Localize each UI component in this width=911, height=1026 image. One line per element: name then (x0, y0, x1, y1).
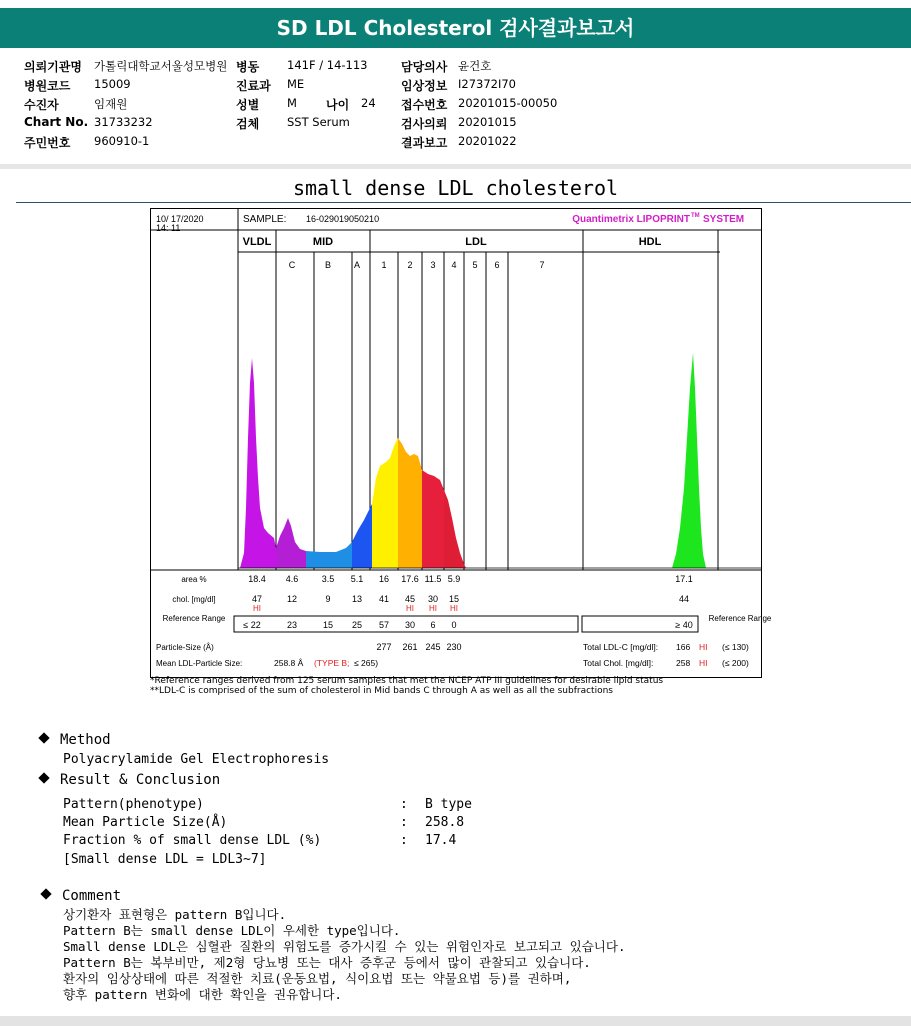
diamond-bullet-icon (38, 732, 49, 743)
brand-system: SYSTEM (703, 214, 745, 225)
report-title: SD LDL Cholesterol 검사결과보고서 (0, 8, 911, 48)
sample-id: 16-029019050210 (306, 214, 380, 224)
chol-ldl3: 30 (427, 594, 439, 604)
area-ldl2: 17.6 (401, 574, 419, 584)
comment-line: Pattern B는 복부비만, 제2형 당뇨병 또는 대사 증후군 등에서 많이 관찰되고 있습니다. (63, 955, 591, 970)
comment-line: 상기환자 표현형은 pattern B입니다. (63, 907, 287, 922)
result-heading (36, 772, 220, 788)
label-resident-no: 주민번호 (24, 136, 71, 150)
label-clinical-info: 임상정보 (401, 79, 448, 93)
band-label-3: 3 (430, 260, 436, 270)
peak-ldl3 (422, 470, 444, 568)
comment-heading (38, 888, 121, 904)
lipoprint-report (150, 208, 772, 700)
comment-line: Pattern B는 small dense LDL이 우세한 type입니다. (63, 923, 401, 938)
psize-ldl1: 277 (376, 642, 392, 652)
flag-ldl4: HI (450, 604, 458, 613)
flag-ldl2: HI (406, 604, 414, 613)
label-ward: 병동 (236, 60, 260, 74)
label-request-date: 검사의뢰 (401, 117, 448, 131)
bottom-bar (0, 1016, 911, 1026)
band-label-b: B (324, 260, 332, 270)
ref-a: 25 (351, 620, 363, 630)
value-institution: 가톨릭대학교서울성모병원 (94, 59, 228, 73)
label-chart-no: Chart No. (24, 115, 89, 129)
band-label-1: 1 (381, 260, 387, 270)
peak-ldl2 (398, 438, 422, 568)
method-heading-text: Method (60, 732, 111, 748)
label-specimen: 검체 (236, 117, 260, 131)
comment-heading-text: Comment (62, 888, 122, 904)
result-label-fraction: Fraction % of small dense LDL (%) (63, 833, 322, 848)
value-doctor: 윤건호 (458, 59, 492, 73)
comment-body (63, 907, 625, 1003)
row-label-chol: chol. [mg/dl] (172, 595, 216, 604)
group-label-vldl: VLDL (242, 236, 272, 248)
row-label-area: area % (181, 575, 207, 584)
section-title: small dense LDL cholesterol (292, 176, 619, 200)
result-label-size: Mean Particle Size(Å) (63, 815, 228, 830)
label-report-date: 결과보고 (401, 136, 448, 150)
band-label-2: 2 (407, 260, 413, 270)
flag-vldl: HI (253, 604, 261, 613)
total-chol-value: 258 (676, 658, 691, 668)
footnotes (150, 676, 663, 696)
footnote-1: *Reference ranges derived from 125 serum samples that met the NCEP ATP III guidelines for desirable lipid status (150, 676, 664, 686)
label-accession-no: 접수번호 (401, 98, 448, 112)
band-label-7: 7 (539, 260, 545, 270)
band-label-6: 6 (494, 260, 500, 270)
chol-b: 9 (325, 594, 331, 604)
chol-ldl2: 45 (404, 594, 416, 604)
row-label-mean-size: Mean LDL-Particle Size: (156, 659, 243, 668)
ref-ldl2: 30 (404, 620, 416, 630)
result-colon-fraction: : (400, 833, 408, 848)
area-ldl4: 5.9 (447, 574, 461, 584)
result-heading-text: Result & Conclusion (60, 772, 221, 788)
ref-ldl1: 57 (378, 620, 390, 630)
result-colon-pattern: : (400, 797, 408, 812)
total-ldl-limit: (≤ 130) (722, 642, 749, 652)
label-age: 나이 (326, 98, 350, 112)
chol-a: 13 (351, 594, 363, 604)
area-vldl: 18.4 (248, 574, 266, 584)
area-a: 5.1 (350, 574, 364, 584)
value-resident-no: 960910-1 (94, 134, 150, 148)
area-ldl1: 16 (378, 574, 390, 584)
band-label-4: 4 (451, 260, 457, 270)
total-ldl-label: Total LDL-C [mg/dl]: (583, 642, 659, 652)
chol-hdl: 44 (678, 594, 690, 604)
label-hospital-code: 병원코드 (24, 79, 71, 93)
band-label-a: A (353, 260, 361, 270)
psize-ldl2: 261 (402, 642, 418, 652)
ref-ldl3: 6 (430, 620, 436, 630)
method-heading (36, 732, 111, 748)
value-department: ME (287, 77, 305, 91)
row-label-ref-right: Reference Range (708, 614, 772, 623)
total-chol-limit: (≤ 200) (722, 658, 749, 668)
mean-size-value: 258.8 Å (274, 658, 304, 668)
value-sex: M (287, 96, 297, 110)
ref-vldl: ≤ 22 (243, 620, 261, 630)
area-hdl: 17.1 (675, 574, 693, 584)
band-label-c: C (288, 260, 296, 270)
area-c: 4.6 (285, 574, 299, 584)
value-age: 24 (361, 96, 376, 110)
result-value-fraction: 17.4 (425, 833, 457, 848)
group-label-mid: MID (312, 236, 334, 248)
section-separator (0, 164, 911, 169)
value-patient: 임재원 (94, 97, 128, 111)
area-ldl3: 11.5 (424, 574, 442, 584)
value-hospital-code: 15009 (94, 77, 131, 91)
group-label-ldl: LDL (465, 236, 487, 248)
value-accession-no: 20201015-00050 (458, 96, 558, 110)
comment-line: 향후 pattern 변화에 대한 확인을 권유합니다. (63, 987, 342, 1002)
ref-ldl4: 0 (451, 620, 457, 630)
ref-c: 23 (286, 620, 298, 630)
value-request-date: 20201015 (458, 115, 517, 129)
row-label-particle-size: Particle-Size (Å) (156, 643, 214, 652)
row-label-ref: Reference Range (162, 614, 226, 623)
chol-c: 12 (286, 594, 298, 604)
value-clinical-info: I27372I70 (458, 77, 516, 91)
patient-info (0, 56, 911, 166)
value-specimen: SST Serum (287, 115, 350, 129)
group-label-hdl: HDL (638, 236, 662, 248)
result-colon-size: : (400, 815, 408, 830)
comment-line: 환자의 임상상태에 따른 적절한 치료(운동요법, 식이요법 또는 약물요법 등)를 권하며, (63, 971, 572, 986)
type-limit: ≤ 265) (354, 658, 379, 668)
total-chol-flag: HI (699, 658, 708, 668)
value-report-date: 20201022 (458, 134, 517, 148)
result-label-pattern: Pattern(phenotype) (63, 797, 204, 812)
flag-ldl3: HI (429, 604, 437, 613)
psize-ldl3: 245 (425, 642, 441, 652)
ref-hdl: ≥ 40 (675, 620, 693, 630)
comment-line: Small dense LDL은 심혈관 질환의 위험도를 증가시킬 수 있는 위험인자로 보고되고 있습니다. (63, 939, 626, 954)
value-ward: 141F / 14-113 (287, 58, 368, 72)
label-department: 진료과 (236, 79, 271, 93)
total-ldl-flag: HI (699, 642, 708, 652)
total-chol-label: Total Chol. [mg/dl]: (583, 658, 654, 668)
label-patient: 수진자 (24, 98, 59, 112)
result-value-pattern: B type (425, 797, 472, 812)
title-rule (16, 202, 911, 203)
lipoprint-chart (150, 208, 772, 678)
report-time: 14: 11 (156, 223, 181, 233)
chol-ldl4: 15 (448, 594, 460, 604)
sample-label: SAMPLE: (243, 214, 287, 225)
label-institution: 의뢰기관명 (24, 60, 82, 74)
label-sex: 성별 (236, 98, 260, 112)
chol-vldl: 47 (251, 594, 263, 604)
footnote-2: **LDL-C is comprised of the sum of cholesterol in Mid bands C through A as well as all the subfractions (150, 686, 613, 696)
value-chart-no: 31733232 (94, 115, 153, 129)
label-doctor: 담당의사 (401, 60, 448, 74)
report-date: 10/ 17/2020 (156, 214, 204, 224)
diamond-bullet-icon (40, 888, 51, 899)
psize-ldl4: 230 (446, 642, 462, 652)
area-b: 3.5 (321, 574, 335, 584)
ref-b: 15 (322, 620, 334, 630)
result-note: [Small dense LDL = LDL3~7] (63, 852, 267, 867)
band-label-5: 5 (472, 260, 478, 270)
result-value-size: 258.8 (425, 815, 465, 830)
chol-ldl1: 41 (378, 594, 390, 604)
brand-name: Quantimetrix LIPOPRINT (572, 214, 690, 225)
method-text: Polyacrylamide Gel Electrophoresis (63, 752, 330, 767)
total-ldl-value: 166 (676, 642, 691, 652)
type-text: (TYPE B; (314, 658, 350, 668)
diamond-bullet-icon (38, 772, 49, 783)
brand-tm: TM (691, 213, 700, 219)
